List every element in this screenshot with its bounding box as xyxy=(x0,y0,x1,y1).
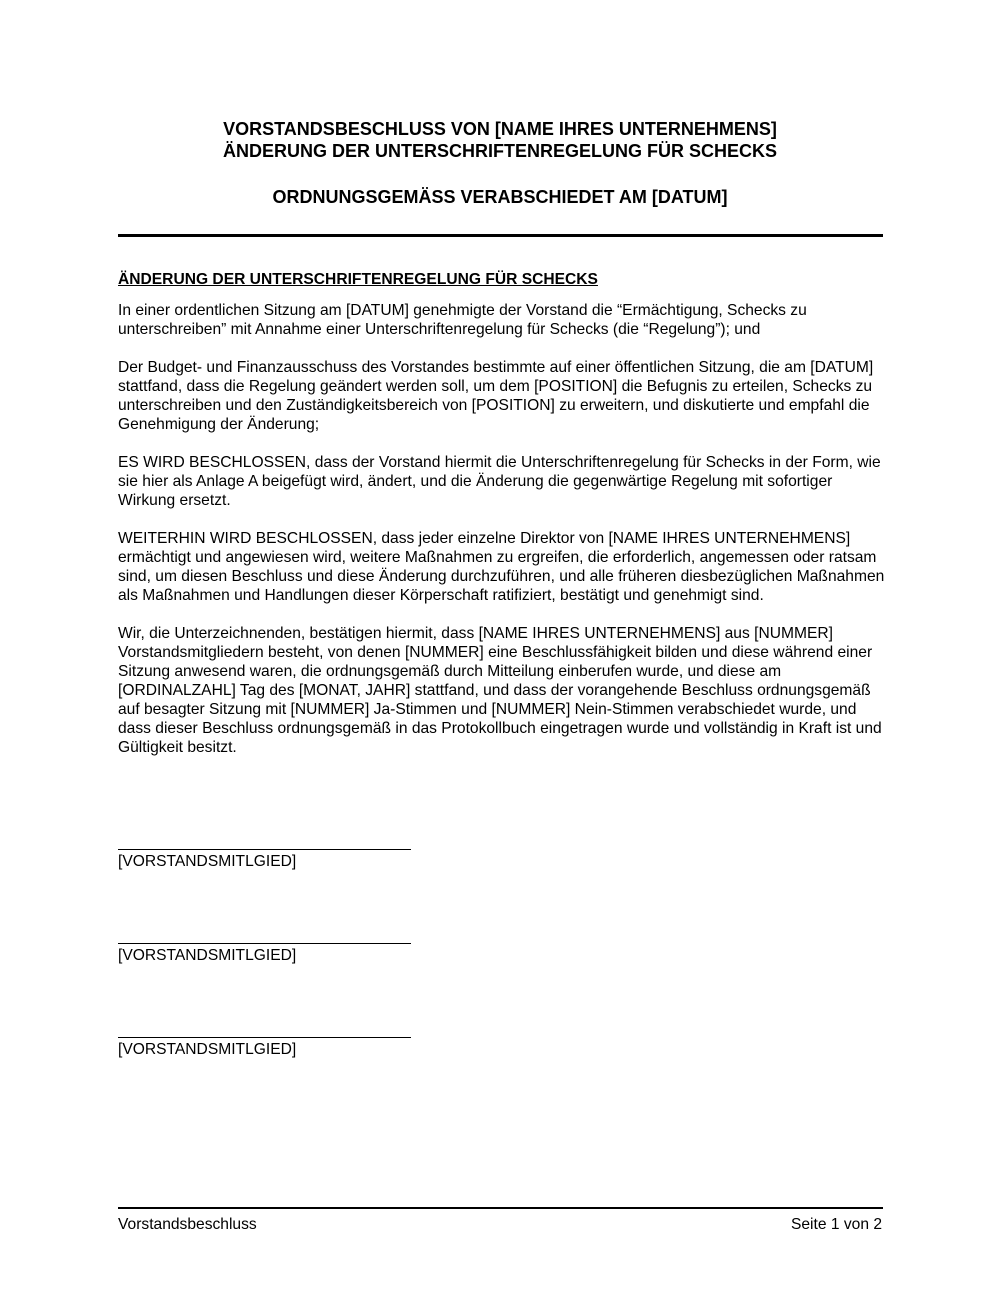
title-divider xyxy=(118,234,883,237)
signature-label: [VORSTANDSMITLGIED] xyxy=(118,1041,297,1058)
footer-page-number: Seite 1 von 2 xyxy=(790,1216,882,1233)
footer-document-name: Vorstandsbeschluss xyxy=(118,1216,257,1233)
signature-block-2 xyxy=(118,943,412,965)
signature-label: [VORSTANDSMITLGIED] xyxy=(118,947,297,964)
document-subtitle: ORDNUNGSGEMÄSS VERABSCHIEDET AM [DATUM] xyxy=(272,187,728,207)
signature-line xyxy=(118,943,411,944)
document-title-line2: ÄNDERUNG DER UNTERSCHRIFTENREGELUNG FÜR SCHECKS xyxy=(222,141,778,161)
paragraph-4: WEITERHIN WIRD BESCHLOSSEN, dass jeder einzelne Direktor von [NAME IHRES UNTERNEHMENS] ermächtigt und angewiesen wird, weitere Maßnahmen zu ergreifen, die erforderlich, angemessen oder ratsam sind, um diesen Beschluss und diese Änderung durchzuführen, und alle früheren diesbezüglichen Maßnahmen als Maßnahmen und Handlungen dieser Körperschaft ratifiziert, bestätigt und genehmigt sind. xyxy=(118,530,885,604)
paragraph-3: ES WIRD BESCHLOSSEN, dass der Vorstand hiermit die Unterschriftenregelung für Schecks in der Form, wie sie hier als Anlage A beigefügt wird, ändert, und die Änderung die gegenwärtige Regelung mit sofortiger Wirkung ersetzt. xyxy=(118,454,881,509)
paragraph-1: In einer ordentlichen Sitzung am [DATUM] genehmigte der Vorstand die “Ermächtigung, Schecks zu unterschreiben” mit Annahme einer Unterschriftenregelung für Schecks (die “Regelung”); und xyxy=(118,302,807,338)
signature-block-1 xyxy=(118,849,412,871)
paragraph-2: Der Budget- und Finanzausschuss des Vorstandes bestimmte auf einer öffentlichen Sitzung, die am [DATUM] stattfand, dass die Regelung geändert werden soll, um dem [POSITION] die Befugnis zu erteilen, Schecks zu unterschreiben und den Zuständigkeitsbereich von [POSITION] zu erweitern, und diskutierte und empfahl die Genehmigung der Änderung; xyxy=(118,359,874,433)
document-body xyxy=(118,270,888,776)
signature-block-3 xyxy=(118,1037,412,1059)
paragraph-5: Wir, die Unterzeichnenden, bestätigen hiermit, dass [NAME IHRES UNTERNEHMENS] aus [NUMMER] Vorstandsmitgliedern besteht, von denen [NUMMER] eine Beschlussfähigkeit bilden und diese während einer Sitzung anwesend waren, die ordnungsgemäß durch Mitteilung einberufen wurde, und diese am [ORDINALZAHL] Tag des [MONAT, JAHR] stattfand, und dass der vorangehende Beschluss ordnungsgemäß auf besagter Sitzung mit [NUMMER] Ja-Stimmen und [NUMMER] Nein-Stimmen verabschiedet wurde, und dass dieser Beschluss ordnungsgemäß in das Protokollbuch eingetragen wurde und vollständig in Kraft ist und Gültigkeit besitzt. xyxy=(118,625,882,756)
signature-line xyxy=(118,1037,411,1038)
footer-divider xyxy=(118,1207,883,1209)
section-heading: ÄNDERUNG DER UNTERSCHRIFTENREGELUNG FÜR SCHECKS xyxy=(118,271,598,288)
document-title-line1: VORSTANDSBESCHLUSS VON [NAME IHRES UNTERNEHMENS] xyxy=(223,119,777,139)
signature-line xyxy=(118,849,411,850)
signature-label: [VORSTANDSMITLGIED] xyxy=(118,853,297,870)
